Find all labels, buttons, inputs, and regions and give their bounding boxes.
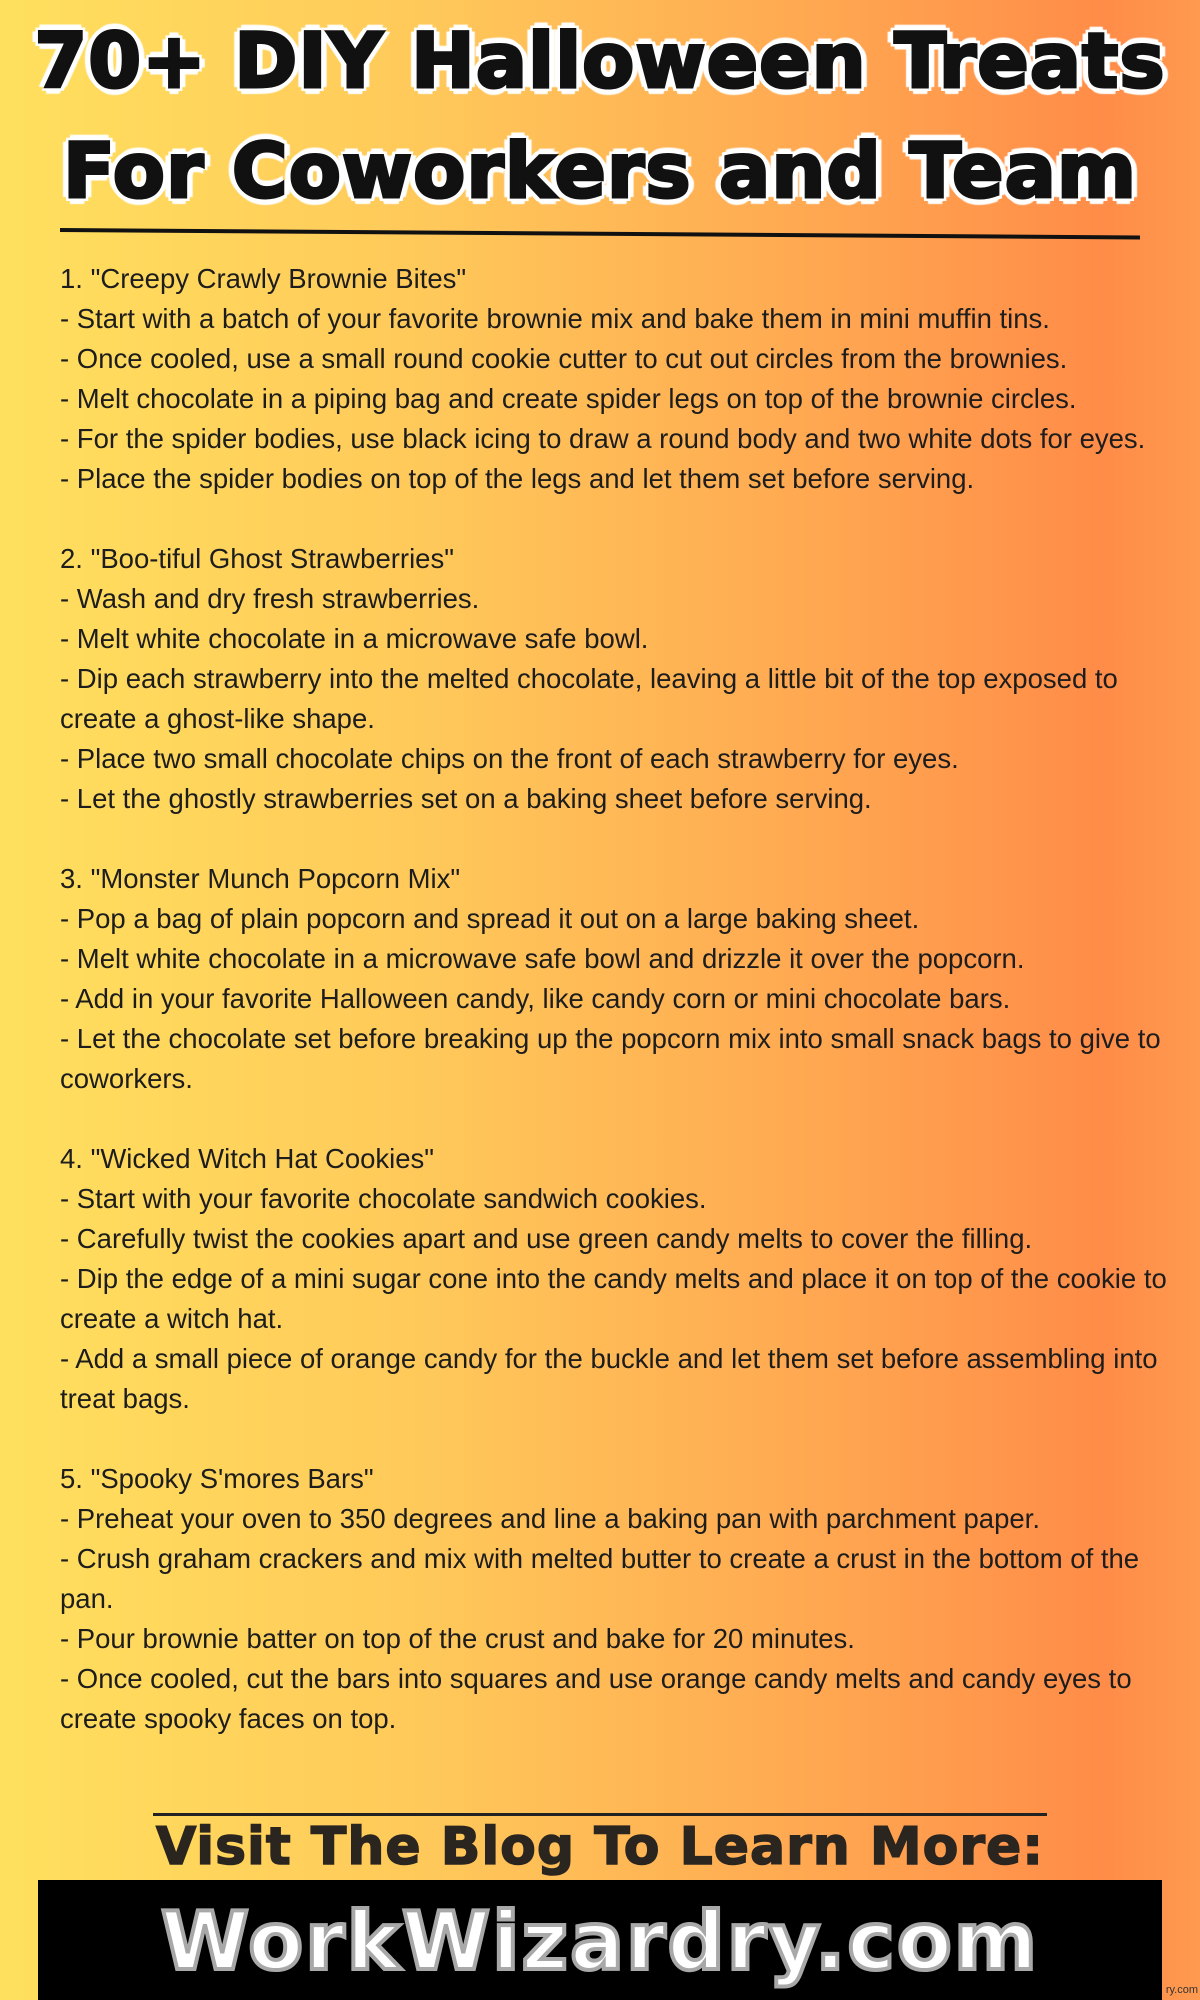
treat-step: - Add a small piece of orange candy for the buckle and let them set before assembling into treat bags. — [60, 1343, 1158, 1414]
treat-step: - Let the ghostly strawberries set on a baking sheet before serving. — [60, 783, 872, 814]
treat-step: - For the spider bodies, use black icing to draw a round body and two white dots for eyes. — [60, 423, 1146, 454]
treat-step: - Start with your favorite chocolate sandwich cookies. — [60, 1183, 707, 1214]
treat-section — [60, 539, 1170, 819]
treat-step: - Preheat your oven to 350 degrees and line a baking pan with parchment paper. — [60, 1503, 1040, 1534]
cta-divider — [153, 1813, 1047, 1816]
watermark-credit: ry.com — [1165, 1984, 1198, 1996]
treat-heading: 4. "Wicked Witch Hat Cookies" — [60, 1143, 435, 1174]
title-line-1: 70+ DIY Halloween Treats — [34, 16, 1166, 105]
treat-step: - Crush graham crackers and mix with melted butter to create a crust in the bottom of the pan. — [60, 1543, 1140, 1614]
treat-step: - Dip the edge of a mini sugar cone into the candy melts and place it on top of the cookie to create a witch hat. — [60, 1263, 1167, 1334]
treat-step: - Melt white chocolate in a microwave safe bowl and drizzle it over the popcorn. — [60, 943, 1025, 974]
treat-step: - Melt chocolate in a piping bag and create spider legs on top of the brownie circles. — [60, 383, 1077, 414]
treat-step: - Dip each strawberry into the melted chocolate, leaving a little bit of the top exposed to create a ghost-like shape. — [60, 663, 1118, 734]
treat-step: - Place the spider bodies on top of the legs and let them set before serving. — [60, 463, 975, 494]
treat-step: - Add in your favorite Halloween candy, like candy corn or mini chocolate bars. — [60, 983, 1011, 1014]
treat-section — [60, 859, 1170, 1099]
treat-section — [60, 259, 1170, 499]
treat-heading: 5. "Spooky S'mores Bars" — [60, 1463, 374, 1494]
page-title — [0, 6, 1200, 226]
treat-step: - Pop a bag of plain popcorn and spread it out on a large baking sheet. — [60, 903, 920, 934]
treat-step: - Once cooled, use a small round cookie cutter to cut out circles from the brownies. — [60, 343, 1068, 374]
title-divider — [60, 228, 1140, 240]
treat-step: - Once cooled, cut the bars into squares and use orange candy melts and candy eyes to create spooky faces on top. — [60, 1663, 1132, 1734]
treat-list — [60, 259, 1170, 1779]
cta-text: Visit The Blog To Learn More: — [155, 1817, 1045, 1877]
treat-step: - Pour brownie batter on top of the crust and bake for 20 minutes. — [60, 1623, 855, 1654]
treat-step: - Wash and dry fresh strawberries. — [60, 583, 480, 614]
treat-section — [60, 1459, 1170, 1739]
treat-heading: 3. "Monster Munch Popcorn Mix" — [60, 863, 461, 894]
title-line-2: For Coworkers and Team — [62, 126, 1138, 215]
site-link[interactable]: WorkWizardry.com — [160, 1895, 1040, 1988]
treat-section — [60, 1139, 1170, 1419]
treat-step: - Carefully twist the cookies apart and use green candy melts to cover the filling. — [60, 1223, 1033, 1254]
treat-step: - Let the chocolate set before breaking up the popcorn mix into small snack bags to give to coworkers. — [60, 1023, 1161, 1094]
treat-step: - Place two small chocolate chips on the front of each strawberry for eyes. — [60, 743, 959, 774]
treat-heading: 1. "Creepy Crawly Brownie Bites" — [60, 263, 467, 294]
treat-step: - Melt white chocolate in a microwave safe bowl. — [60, 623, 649, 654]
treat-step: - Start with a batch of your favorite brownie mix and bake them in mini muffin tins. — [60, 303, 1050, 334]
treat-heading: 2. "Boo-tiful Ghost Strawberries" — [60, 543, 454, 574]
